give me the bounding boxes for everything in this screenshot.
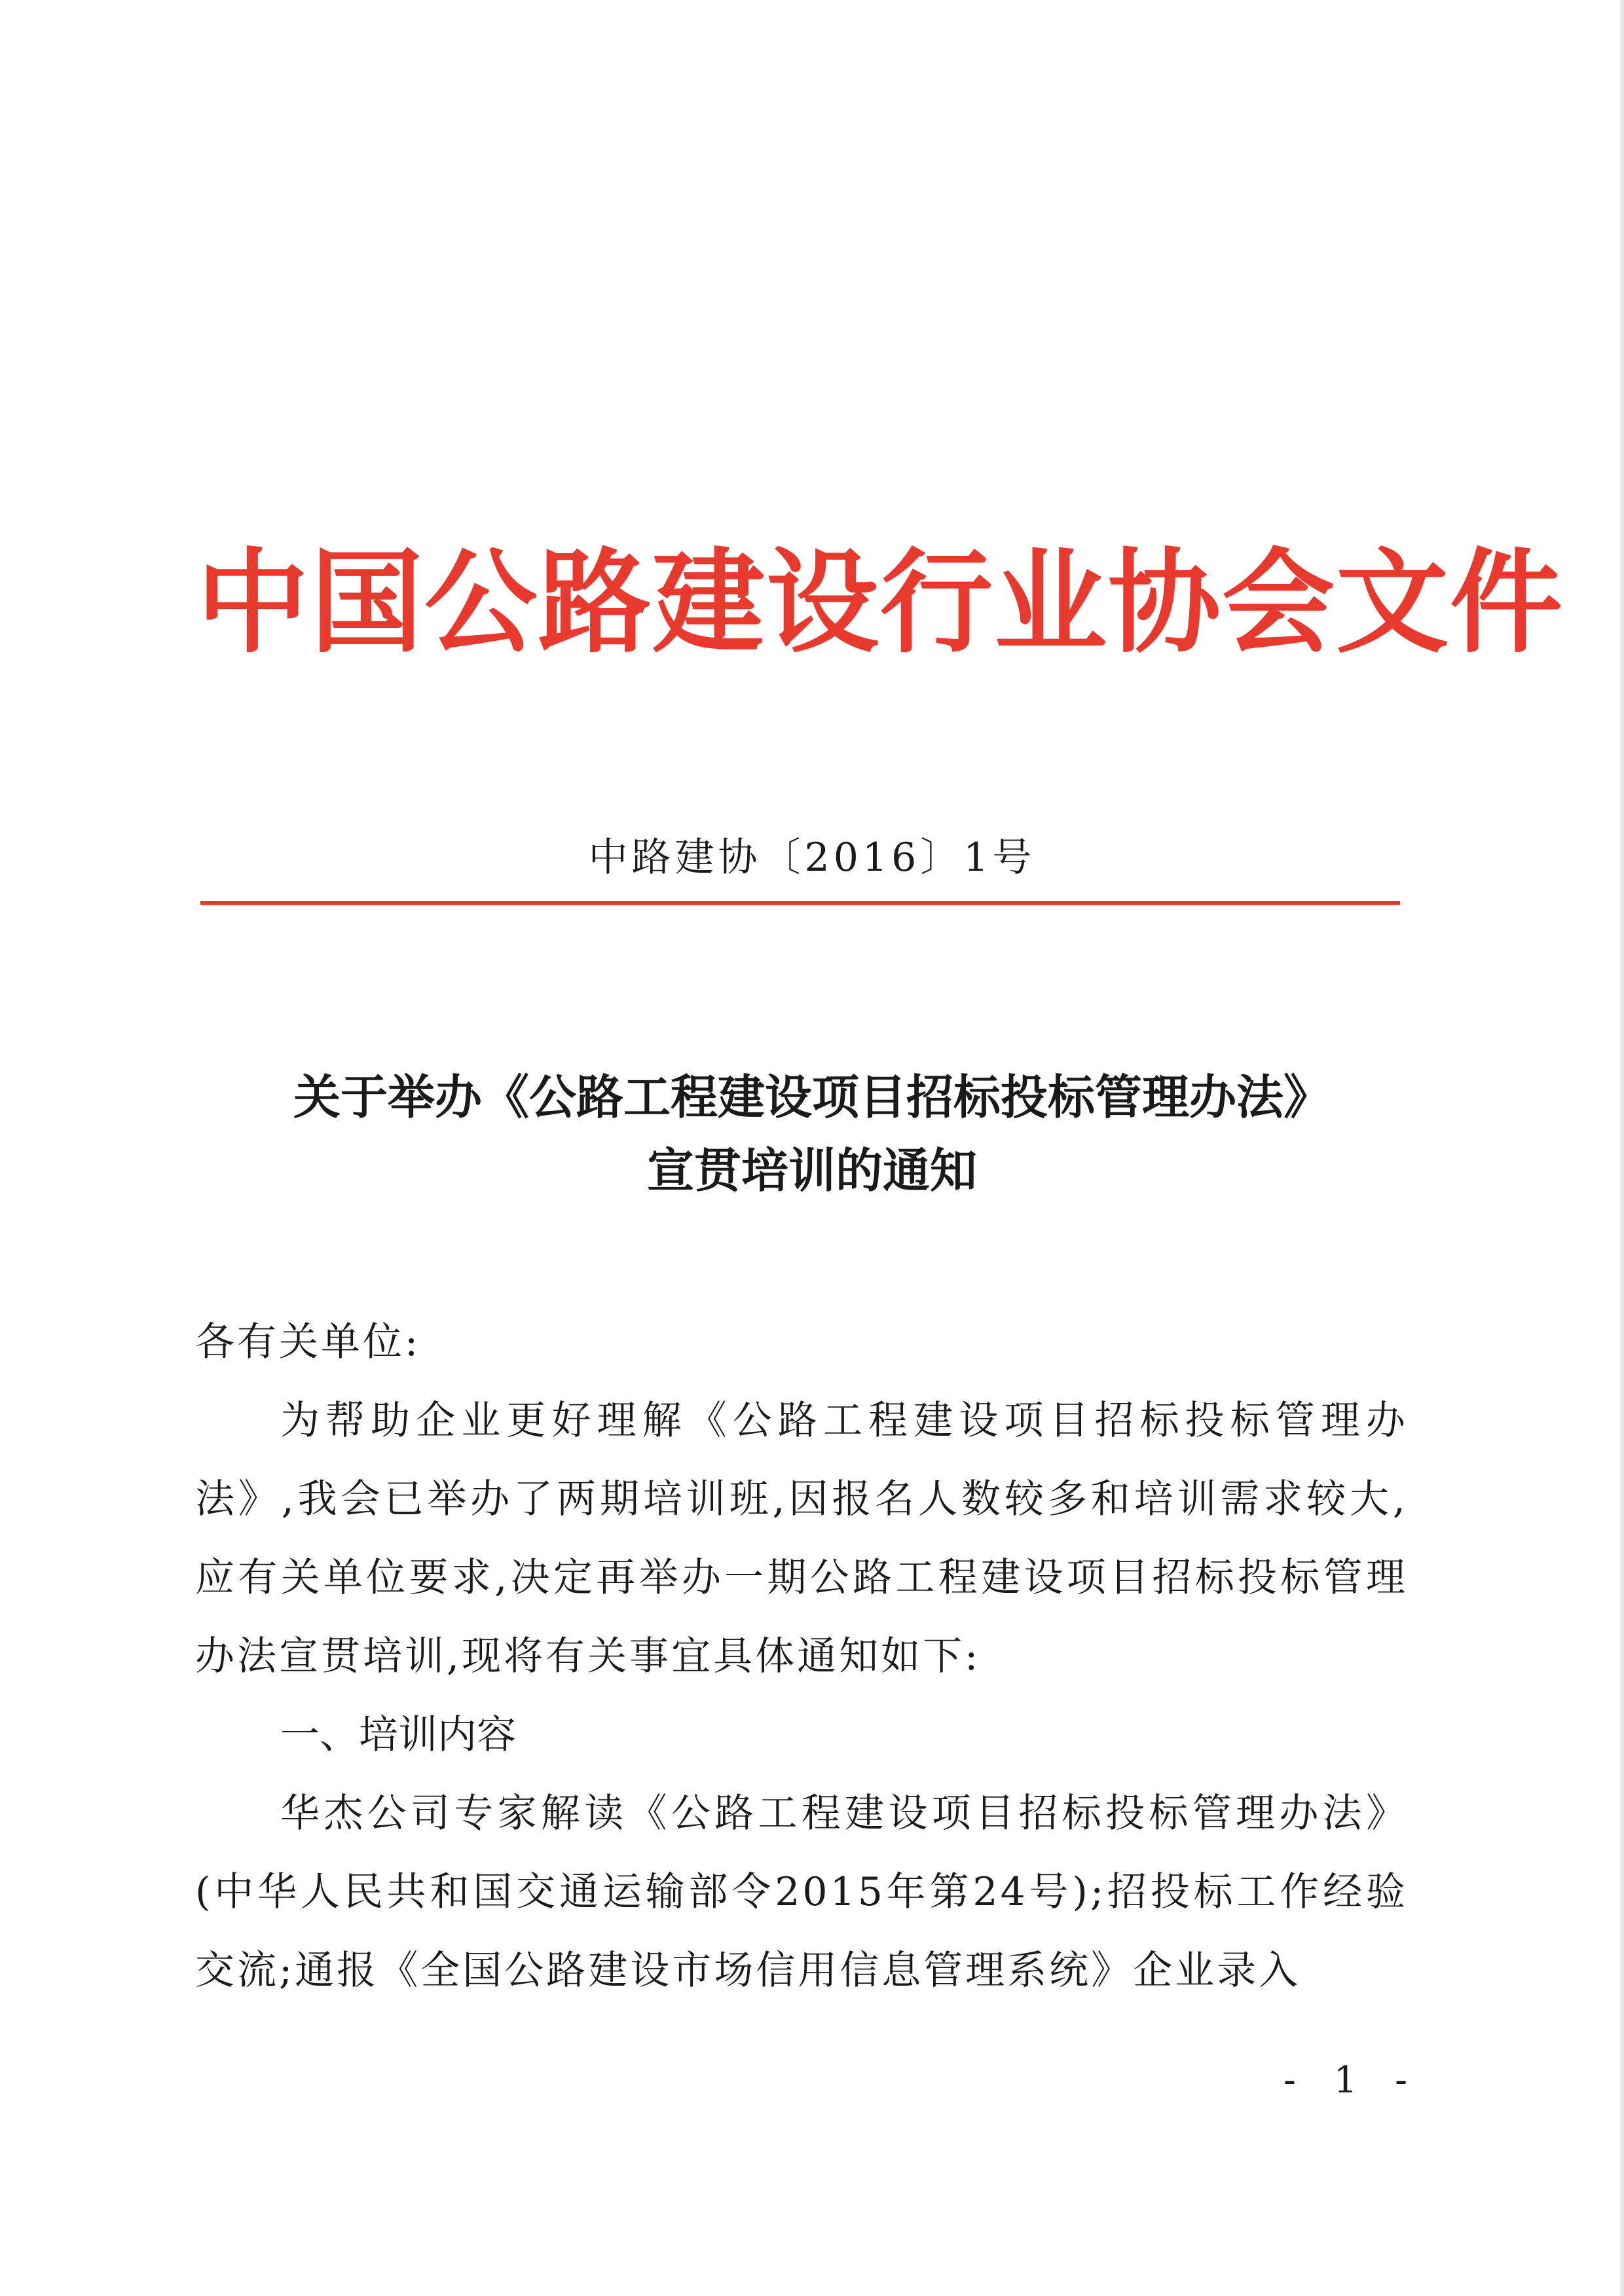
salutation: 各有关单位: [195, 1319, 421, 1365]
section-paragraph: 华杰公司专家解读《公路工程建设项目招标投标管理办法》(中华人民共和国交通运输部令2015年第24号);招投标工作经验交流;通报《全国公路建设市场信用信息管理系统》企业录入 [195, 1791, 1408, 1994]
page-number: - 1 - [1283, 2059, 1421, 2102]
section-heading: 一、培训内容 [280, 1712, 516, 1758]
red-separator-line [200, 901, 1400, 905]
document-body [195, 1303, 1408, 2010]
title-line-2: 宣贯培训的通知 [646, 1142, 977, 1198]
scan-edge [1620, 0, 1624, 2296]
document-number: 中路建协〔2016〕1号 [588, 835, 1036, 881]
issuing-organization-header: 中国公路建设行业协会文件 [196, 537, 1564, 668]
title-line-1: 关于举办《公路工程建设项目招标投标管理办法》 [293, 1069, 1331, 1125]
intro-paragraph: 为帮助企业更好理解《公路工程建设项目招标投标管理办法》,我会已举办了两期培训班,因报名人数较多和培训需求较大,应有关单位要求,决定再举办一期公路工程建设项目招标投标管理办法宣贯培训,现将有关事宜具体通知如下: [195, 1398, 1408, 1679]
document-title [196, 1061, 1428, 1207]
